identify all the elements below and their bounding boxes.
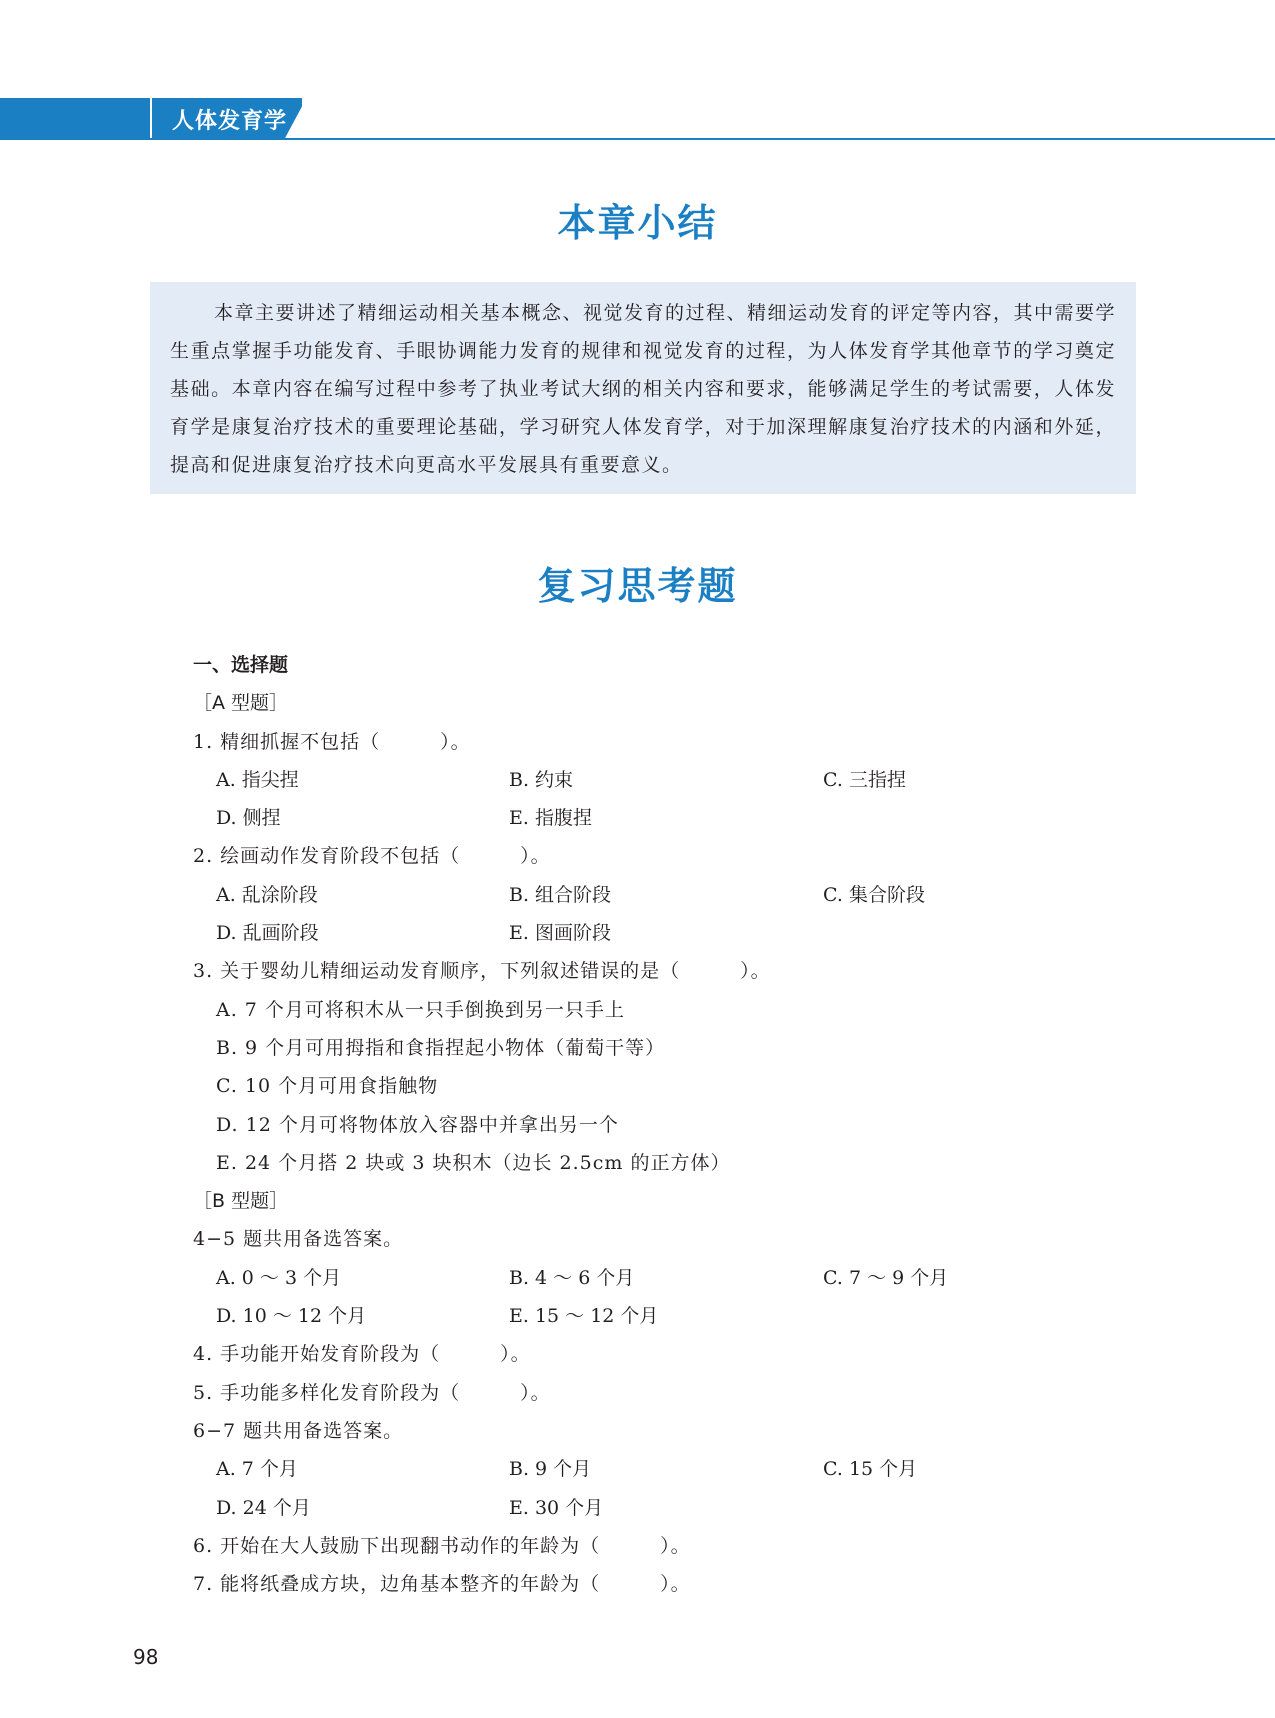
g67-options-row2 [193,1489,1093,1527]
page-number: 98 [133,1645,159,1669]
question-5: 5. 手功能多样化发育阶段为（ ）。 [193,1381,551,1404]
question-2: 2. 绘画动作发育阶段不包括（ ）。 [193,845,551,868]
q1-options-row1 [193,761,1093,799]
summary-heading: 本章小结 [557,201,718,245]
header-band [0,98,150,140]
q3-option-e: E. 24 个月搭 2 块或 3 块积木（边长 2.5cm 的正方体） [216,1151,731,1174]
q2-option-c: C. 集合阶段 [823,883,925,906]
book-title: 人体发育学 [172,109,288,134]
g67-options-row1 [193,1450,1093,1488]
question-1: 1. 精细抓握不包括（ ）。 [193,730,471,753]
q1-option-a: A. 指尖捏 [216,768,299,791]
g45-option-a: A. 0 ～ 3 个月 [216,1266,342,1289]
question-7: 7. 能将纸叠成方块，边角基本整齐的年龄为（ ）。 [193,1573,691,1596]
q1-option-b: B. 约束 [509,768,574,791]
q1-option-c: C. 三指捏 [823,768,906,791]
q2-option-e: E. 图画阶段 [509,922,611,945]
g67-option-d: D. 24 个月 [216,1496,311,1519]
q3-option-a: A. 7 个月可将积木从一只手倒换到另一只手上 [216,998,625,1021]
summary-text: 本章主要讲述了精细运动相关基本概念、视觉发育的过程、精细运动发育的评定等内容，其中需要学生重点掌握手功能发育、手眼协调能力发育的规律和视觉发育的过程，为人体发育学其他章节的学习奠定基础。本章内容在编写过程中参考了执业考试大纲的相关内容和要求，能够满足学生的考试需要，人体发育学是康复治疗技术的重要理论基础，学习研究人体发育学，对于加深理解康复治疗技术的内涵和外延，提高和促进康复治疗技术向更高水平发展具有重要意义。 [170,302,1117,476]
section-title: 一、选择题 [193,654,289,676]
g67-option-c: C. 15 个月 [823,1458,918,1481]
group-6-7-intro: 6−7 题共用备选答案。 [193,1419,404,1442]
question-3: 3. 关于婴幼儿精细运动发育顺序，下列叙述错误的是（ ）。 [193,960,771,983]
summary-box [150,282,1136,494]
review-heading: 复习思考题 [537,564,738,608]
group-4-5-intro: 4−5 题共用备选答案。 [193,1228,404,1251]
q2-option-d: D. 乱画阶段 [216,922,319,945]
q2-option-b: B. 组合阶段 [509,883,612,906]
q3-option-d: D. 12 个月可将物体放入容器中并拿出另一个 [216,1113,619,1136]
question-4: 4. 手功能开始发育阶段为（ ）。 [193,1343,531,1366]
q3-option-b: B. 9 个月可用拇指和食指捏起小物体（葡萄干等） [216,1036,666,1059]
question-list [193,646,1093,1603]
type-a-label: ［A 型题］ [193,692,289,715]
g67-option-b: B. 9 个月 [509,1458,592,1481]
q1-option-e: E. 指腹捏 [509,807,592,830]
g67-option-e: E. 30 个月 [509,1496,604,1519]
q2-options-row1 [193,876,1093,914]
question-6: 6. 开始在大人鼓励下出现翻书动作的年龄为（ ）。 [193,1534,691,1557]
q1-options-row2 [193,799,1093,837]
q3-option-c: C. 10 个月可用食指触物 [216,1075,439,1098]
header-rule [0,138,1275,140]
g45-option-c: C. 7 ～ 9 个月 [823,1266,949,1289]
g45-option-e: E. 15 ～ 12 个月 [509,1305,659,1328]
g45-option-b: B. 4 ～ 6 个月 [509,1266,635,1289]
q1-option-d: D. 侧捏 [216,807,281,830]
g67-option-a: A. 7 个月 [216,1458,298,1481]
g45-options-row2 [193,1297,1093,1335]
type-b-label: ［B 型题］ [193,1190,289,1213]
g45-options-row1 [193,1259,1093,1297]
q2-option-a: A. 乱涂阶段 [216,883,318,906]
q2-options-row2 [193,914,1093,952]
g45-option-d: D. 10 ～ 12 个月 [216,1305,367,1328]
